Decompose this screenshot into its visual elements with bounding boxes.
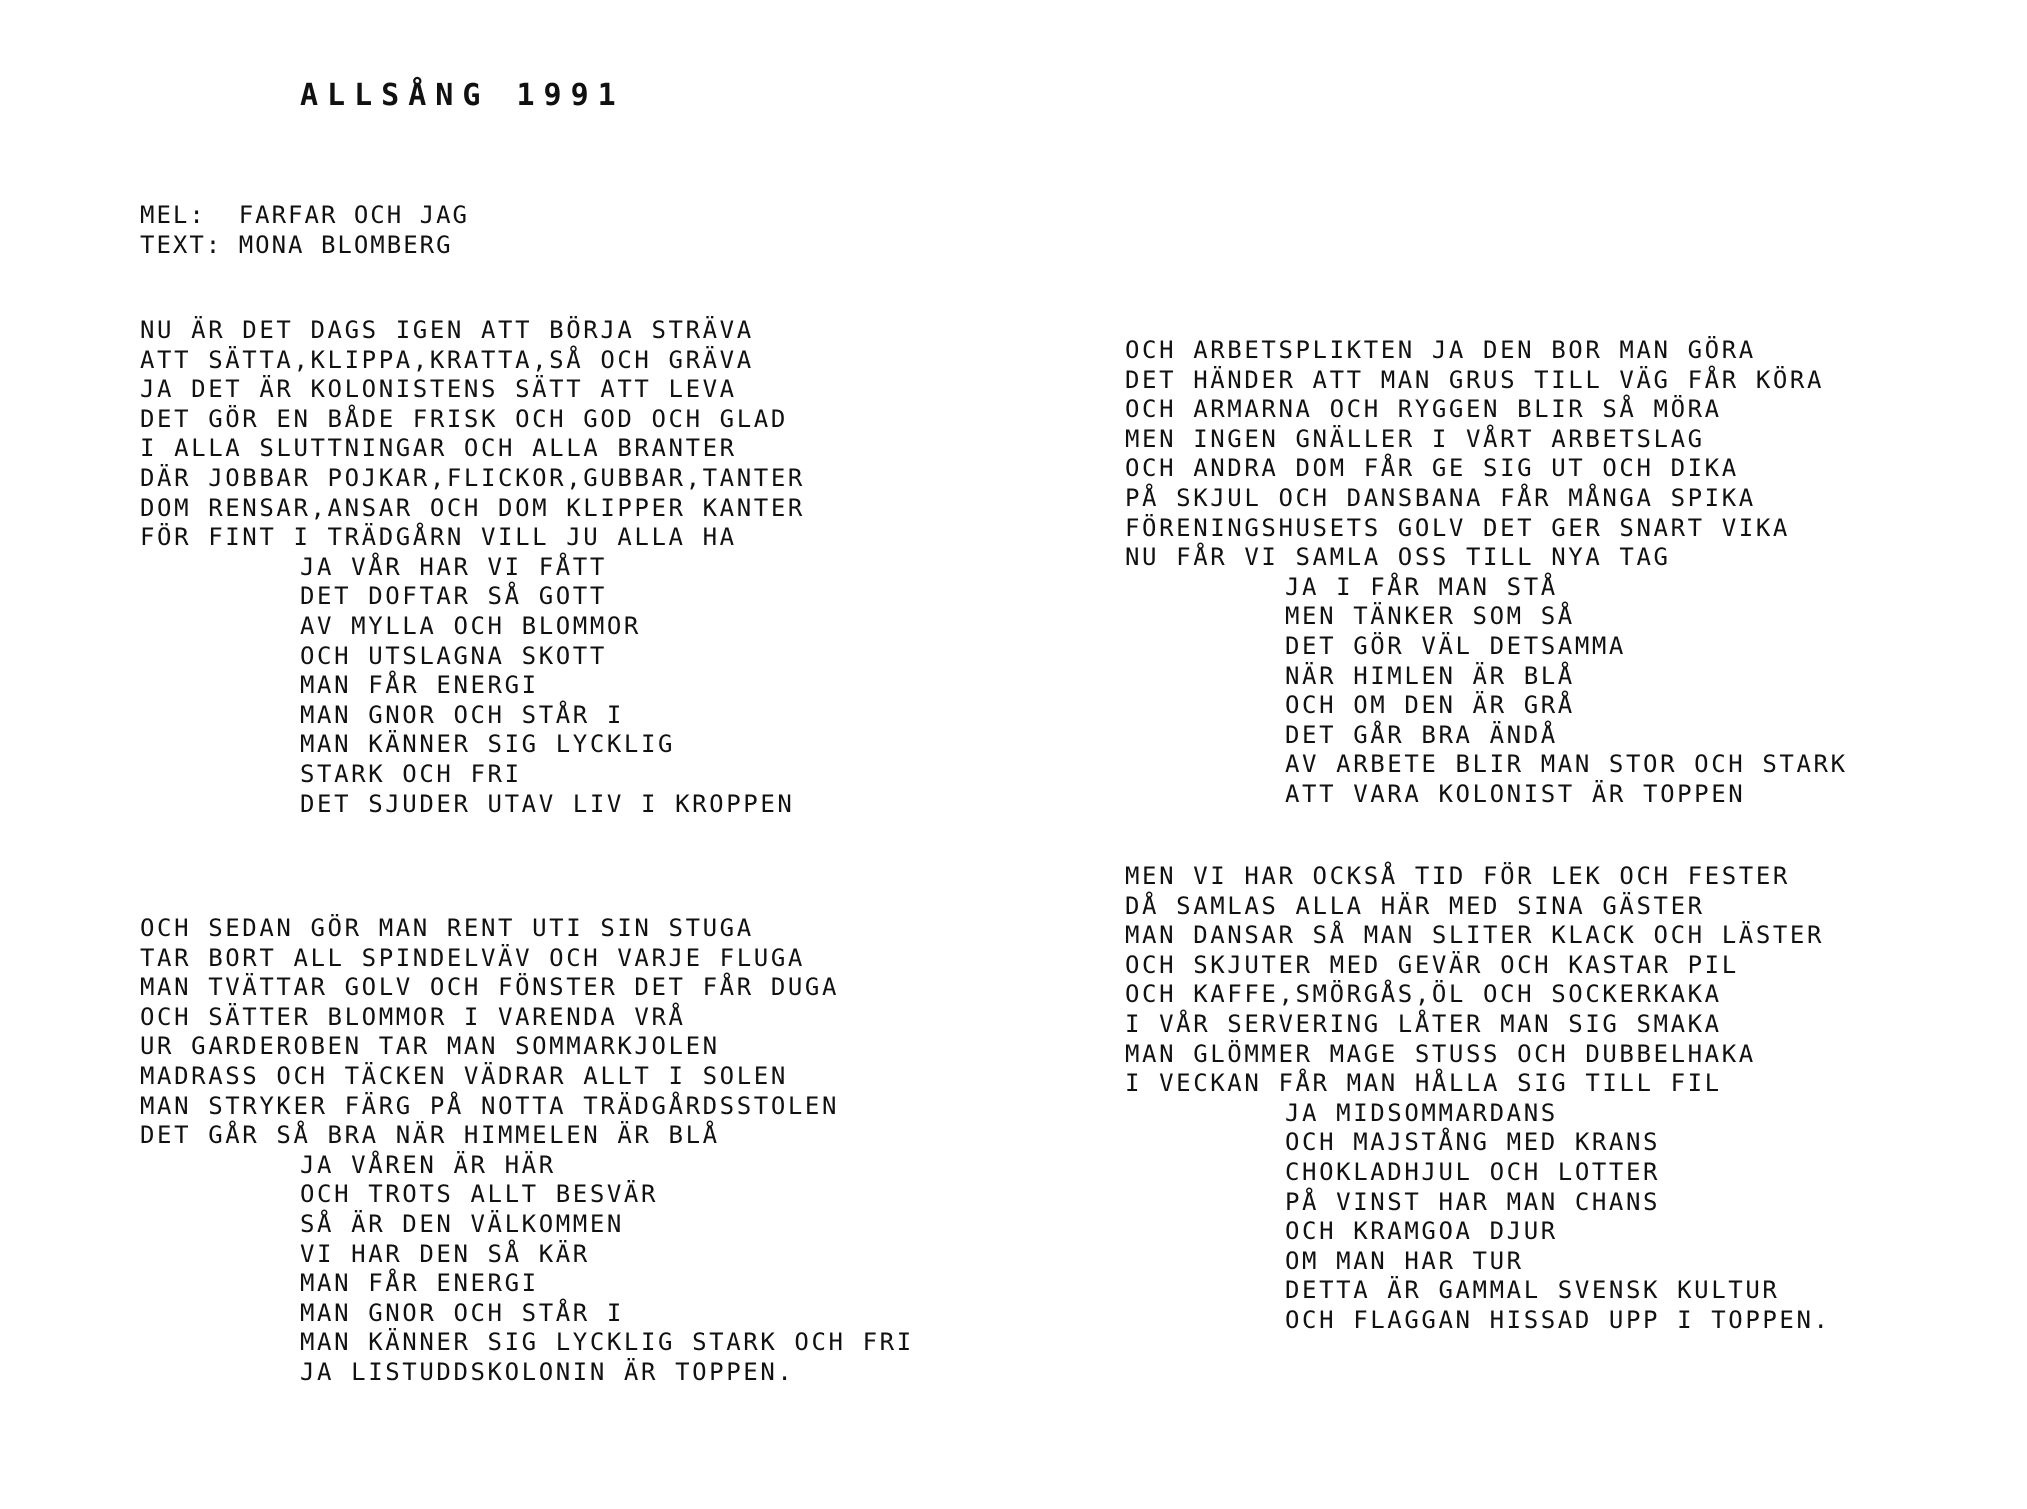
verse-line: I ALLA SLUTTNINGAR OCH ALLA BRANTER	[140, 434, 737, 463]
refrain-line: SÅ ÄR DEN VÄLKOMMEN	[300, 1209, 624, 1238]
verse-line: NU FÅR VI SAMLA OSS TILL NYA TAG	[1125, 543, 1671, 572]
verse-line: MEN INGEN GNÄLLER I VÅRT ARBETSLAG	[1125, 424, 1705, 453]
lyrics-credit: TEXT: MONA BLOMBERG	[140, 231, 453, 259]
verse-line: FÖRENINGSHUSETS GOLV DET GER SNART VIKA	[1125, 513, 1790, 542]
song-credits	[140, 200, 469, 260]
refrain-line: JA LISTUDDSKOLONIN ÄR TOPPEN.	[300, 1357, 795, 1386]
verse-line: DET GÅR SÅ BRA NÄR HIMMELEN ÄR BLÅ	[140, 1121, 720, 1150]
refrain-line: NÄR HIMLEN ÄR BLÅ	[1285, 661, 1575, 690]
verse-line: OCH SÄTTER BLOMMOR I VARENDA VRÅ	[140, 1002, 686, 1031]
verse-line: OCH ARMARNA OCH RYGGEN BLIR SÅ MÖRA	[1125, 395, 1722, 424]
verse-line: TAR BORT ALL SPINDELVÄV OCH VARJE FLUGA	[140, 943, 805, 972]
refrain-line: OCH MAJSTÅNG MED KRANS	[1285, 1128, 1661, 1157]
stanza-4	[1125, 862, 1831, 1336]
refrain-line: PÅ VINST HAR MAN CHANS	[1285, 1187, 1661, 1216]
verse-line: MAN STRYKER FÄRG PÅ NOTTA TRÄDGÅRDSSTOLEN	[140, 1091, 840, 1120]
refrain-line: JA MIDSOMMARDANS	[1285, 1098, 1558, 1127]
verse-line: MADRASS OCH TÄCKEN VÄDRAR ALLT I SOLEN	[140, 1061, 788, 1090]
refrain-line: DETTA ÄR GAMMAL SVENSK KULTUR	[1285, 1276, 1780, 1305]
page-title: ALLSÅNG 1991	[300, 78, 625, 113]
verse-line: OCH SEDAN GÖR MAN RENT UTI SIN STUGA	[140, 914, 754, 942]
verse-line: NU ÄR DET DAGS IGEN ATT BÖRJA STRÄVA	[140, 316, 754, 344]
refrain-line: JA VÅREN ÄR HÄR	[300, 1150, 556, 1179]
refrain-line: JA I FÅR MAN STÅ	[1285, 572, 1558, 601]
verse-line: I VECKAN FÅR MAN HÅLLA SIG TILL FIL	[1125, 1069, 1722, 1098]
verse-line: I VÅR SERVERING LÅTER MAN SIG SMAKA	[1125, 1009, 1722, 1038]
verse-line: DOM RENSAR,ANSAR OCH DOM KLIPPER KANTER	[140, 493, 805, 522]
verse-line: FÖR FINT I TRÄDGÅRN VILL JU ALLA HA	[140, 523, 737, 552]
refrain-line: JA VÅR HAR VI FÅTT	[300, 552, 607, 581]
refrain-line: CHOKLADHJUL OCH LOTTER	[1285, 1157, 1661, 1186]
stanza-1	[140, 316, 805, 819]
verse-line: PÅ SKJUL OCH DANSBANA FÅR MÅNGA SPIKA	[1125, 483, 1756, 512]
refrain-line: DET GÖR VÄL DETSAMMA	[1285, 631, 1626, 660]
refrain-line: MAN FÅR ENERGI	[300, 671, 539, 700]
verse-line: OCH SKJUTER MED GEVÄR OCH KASTAR PIL	[1125, 950, 1739, 979]
refrain-line: MAN GNOR OCH STÅR I	[300, 1298, 624, 1327]
verse-line: JA DET ÄR KOLONISTENS SÄTT ATT LEVA	[140, 375, 737, 404]
verse-line: UR GARDEROBEN TAR MAN SOMMARKJOLEN	[140, 1032, 720, 1061]
verse-line: DET GÖR EN BÅDE FRISK OCH GOD OCH GLAD	[140, 404, 788, 433]
refrain-line: OM MAN HAR TUR	[1285, 1246, 1524, 1275]
refrain-line: MAN GNOR OCH STÅR I	[300, 700, 624, 729]
refrain-line: VI HAR DEN SÅ KÄR	[300, 1239, 590, 1268]
refrain-line: MAN KÄNNER SIG LYCKLIG STARK OCH FRI	[300, 1328, 914, 1357]
stanza-3	[1125, 336, 1848, 810]
verse-line: DET HÄNDER ATT MAN GRUS TILL VÄG FÅR KÖRA	[1125, 365, 1825, 394]
verse-line: OCH ARBETSPLIKTEN JA DEN BOR MAN GÖRA	[1125, 336, 1756, 364]
verse-line: MEN VI HAR OCKSÅ TID FÖR LEK OCH FESTER	[1125, 862, 1790, 890]
refrain-line: MAN FÅR ENERGI	[300, 1269, 539, 1298]
verse-line: DÄR JOBBAR POJKAR,FLICKOR,GUBBAR,TANTER	[140, 463, 805, 492]
refrain-line: MAN KÄNNER SIG LYCKLIG	[300, 730, 676, 759]
refrain-line: OCH FLAGGAN HISSAD UPP I TOPPEN.	[1285, 1305, 1831, 1334]
verse-line: OCH KAFFE,SMÖRGÅS,ÖL OCH SOCKERKAKA	[1125, 980, 1722, 1009]
refrain-line: AV ARBETE BLIR MAN STOR OCH STARK	[1285, 750, 1848, 779]
refrain-line: AV MYLLA OCH BLOMMOR	[300, 611, 641, 640]
refrain-line: DET DOFTAR SÅ GOTT	[300, 582, 607, 611]
refrain-line: MEN TÄNKER SOM SÅ	[1285, 602, 1575, 631]
verse-line: MAN TVÄTTAR GOLV OCH FÖNSTER DET FÅR DUGA	[140, 973, 840, 1002]
refrain-line: OCH UTSLAGNA SKOTT	[300, 641, 607, 670]
verse-line: MAN GLÖMMER MAGE STUSS OCH DUBBELHAKA	[1125, 1039, 1756, 1068]
stanza-2	[140, 914, 914, 1388]
melody-credit: MEL: FARFAR OCH JAG	[140, 201, 469, 229]
refrain-line: OCH TROTS ALLT BESVÄR	[300, 1180, 659, 1209]
verse-line: MAN DANSAR SÅ MAN SLITER KLACK OCH LÄSTER	[1125, 921, 1825, 950]
verse-line: OCH ANDRA DOM FÅR GE SIG UT OCH DIKA	[1125, 454, 1739, 483]
verse-line: ATT SÄTTA,KLIPPA,KRATTA,SÅ OCH GRÄVA	[140, 345, 754, 374]
refrain-line: DET GÅR BRA ÄNDÅ	[1285, 720, 1558, 749]
refrain-line: STARK OCH FRI	[300, 759, 522, 788]
refrain-line: OCH KRAMGOA DJUR	[1285, 1217, 1558, 1246]
refrain-line: DET SJUDER UTAV LIV I KROPPEN	[300, 789, 795, 818]
refrain-line: OCH OM DEN ÄR GRÅ	[1285, 691, 1575, 720]
verse-line: DÅ SAMLAS ALLA HÄR MED SINA GÄSTER	[1125, 891, 1705, 920]
refrain-line: ATT VARA KOLONIST ÄR TOPPEN	[1285, 779, 1746, 808]
